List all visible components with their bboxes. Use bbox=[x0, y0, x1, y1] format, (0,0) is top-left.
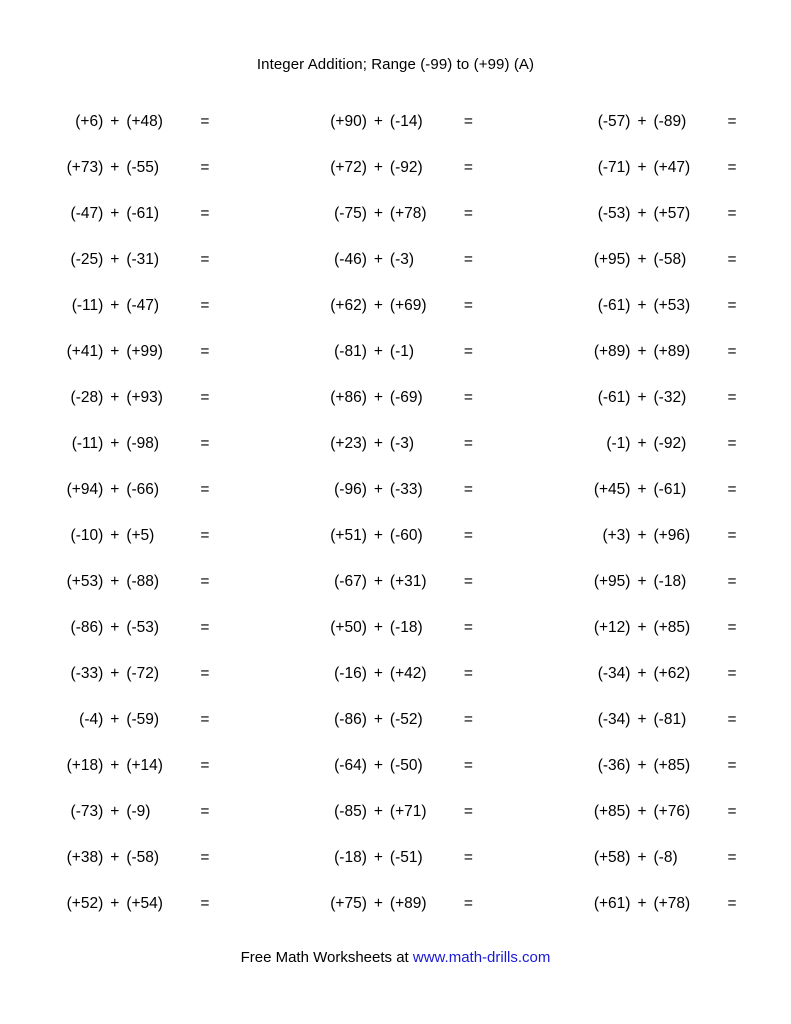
equals-sign: = bbox=[463, 159, 473, 176]
equals-sign: = bbox=[727, 803, 737, 820]
equals-sign: = bbox=[727, 481, 737, 498]
plus-operator: + bbox=[373, 113, 383, 130]
operand-right: (+85) bbox=[653, 757, 691, 774]
footer bbox=[0, 949, 791, 966]
plus-operator: + bbox=[110, 849, 120, 866]
operand-left: (+6) bbox=[75, 113, 104, 130]
problem-item bbox=[0, 251, 264, 269]
plus-operator: + bbox=[110, 113, 120, 130]
problem-item bbox=[0, 849, 264, 867]
problem-row bbox=[0, 237, 791, 283]
operand-right: (-69) bbox=[389, 389, 423, 406]
problem-item bbox=[527, 205, 791, 223]
operand-right: (+57) bbox=[653, 205, 691, 222]
equals-sign: = bbox=[727, 665, 737, 682]
equals-sign: = bbox=[200, 849, 210, 866]
equals-sign: = bbox=[200, 573, 210, 590]
plus-operator: + bbox=[110, 159, 120, 176]
operand-left: (+38) bbox=[66, 849, 104, 866]
operand-left: (-71) bbox=[597, 159, 631, 176]
operand-right: (-59) bbox=[126, 711, 160, 728]
plus-operator: + bbox=[637, 619, 647, 636]
plus-operator: + bbox=[637, 757, 647, 774]
operand-right: (-3) bbox=[389, 435, 415, 452]
operand-right: (-53) bbox=[126, 619, 160, 636]
operand-right: (-81) bbox=[653, 711, 687, 728]
operand-left: (-81) bbox=[334, 343, 367, 360]
operand-right: (+47) bbox=[653, 159, 691, 176]
equals-sign: = bbox=[727, 389, 737, 406]
operand-left: (+50) bbox=[330, 619, 367, 636]
operand-left: (+52) bbox=[66, 895, 104, 912]
equals-sign: = bbox=[200, 481, 210, 498]
operand-left: (-47) bbox=[70, 205, 104, 222]
operand-right: (-1) bbox=[389, 343, 415, 360]
operand-left: (-53) bbox=[597, 205, 631, 222]
operand-left: (-28) bbox=[70, 389, 104, 406]
plus-operator: + bbox=[373, 527, 383, 544]
equals-sign: = bbox=[200, 297, 210, 314]
operand-left: (-86) bbox=[70, 619, 104, 636]
problem-item bbox=[0, 343, 264, 361]
operand-left: (-11) bbox=[71, 435, 104, 452]
equals-sign: = bbox=[727, 113, 737, 130]
problem-grid bbox=[0, 99, 791, 927]
operand-right: (-55) bbox=[126, 159, 160, 176]
equals-sign: = bbox=[200, 435, 210, 452]
operand-left: (+95) bbox=[593, 251, 631, 268]
operand-left: (+18) bbox=[66, 757, 104, 774]
plus-operator: + bbox=[637, 251, 647, 268]
operand-right: (-3) bbox=[389, 251, 415, 268]
problem-item bbox=[0, 159, 264, 177]
equals-sign: = bbox=[463, 665, 473, 682]
problem-item bbox=[527, 849, 791, 867]
equals-sign: = bbox=[200, 619, 210, 636]
operand-right: (-89) bbox=[653, 113, 687, 130]
operand-left: (+3) bbox=[602, 527, 631, 544]
problem-item bbox=[527, 803, 791, 821]
problem-item bbox=[0, 619, 264, 637]
operand-right: (-92) bbox=[389, 159, 423, 176]
plus-operator: + bbox=[637, 389, 647, 406]
problem-item bbox=[0, 435, 264, 453]
operand-left: (+61) bbox=[593, 895, 631, 912]
problem-row bbox=[0, 283, 791, 329]
problem-item bbox=[527, 297, 791, 315]
operand-right: (+99) bbox=[126, 343, 163, 360]
plus-operator: + bbox=[110, 711, 120, 728]
operand-left: (-86) bbox=[334, 711, 367, 728]
problem-item bbox=[527, 619, 791, 637]
operand-left: (+58) bbox=[593, 849, 631, 866]
problem-item bbox=[527, 711, 791, 729]
plus-operator: + bbox=[110, 757, 120, 774]
problem-item bbox=[0, 757, 264, 775]
operand-right: (-47) bbox=[126, 297, 160, 314]
problem-item bbox=[527, 159, 791, 177]
operand-right: (+5) bbox=[126, 527, 155, 544]
operand-left: (+72) bbox=[330, 159, 367, 176]
operand-right: (+78) bbox=[389, 205, 427, 222]
equals-sign: = bbox=[200, 113, 210, 130]
equals-sign: = bbox=[727, 435, 737, 452]
problem-item bbox=[0, 481, 264, 499]
equals-sign: = bbox=[200, 665, 210, 682]
plus-operator: + bbox=[110, 803, 120, 820]
operand-left: (-33) bbox=[70, 665, 104, 682]
plus-operator: + bbox=[373, 757, 383, 774]
operand-right: (+93) bbox=[126, 389, 163, 406]
operand-left: (-4) bbox=[79, 711, 104, 728]
operand-right: (-31) bbox=[126, 251, 160, 268]
operand-left: (-36) bbox=[597, 757, 631, 774]
operand-left: (-1) bbox=[606, 435, 631, 452]
equals-sign: = bbox=[463, 803, 473, 820]
problem-item bbox=[264, 711, 528, 729]
operand-right: (+71) bbox=[389, 803, 427, 820]
operand-left: (+45) bbox=[593, 481, 631, 498]
operand-left: (-16) bbox=[334, 665, 367, 682]
operand-right: (-66) bbox=[126, 481, 160, 498]
problem-row bbox=[0, 605, 791, 651]
operand-right: (+53) bbox=[653, 297, 691, 314]
operand-left: (+53) bbox=[66, 573, 104, 590]
plus-operator: + bbox=[637, 573, 647, 590]
equals-sign: = bbox=[727, 757, 737, 774]
equals-sign: = bbox=[463, 757, 473, 774]
problem-item bbox=[264, 803, 528, 821]
page-title: Integer Addition; Range (-99) to (+99) (A) bbox=[256, 56, 535, 73]
operand-left: (+89) bbox=[593, 343, 631, 360]
operand-right: (-58) bbox=[653, 251, 687, 268]
plus-operator: + bbox=[110, 895, 120, 912]
plus-operator: + bbox=[373, 573, 383, 590]
problem-item bbox=[0, 297, 264, 315]
plus-operator: + bbox=[373, 297, 383, 314]
equals-sign: = bbox=[463, 849, 473, 866]
operand-left: (-34) bbox=[597, 665, 631, 682]
problem-item bbox=[264, 849, 528, 867]
equals-sign: = bbox=[727, 527, 737, 544]
footer-text: Free Math Worksheets at bbox=[240, 949, 413, 966]
operand-right: (+89) bbox=[653, 343, 691, 360]
equals-sign: = bbox=[200, 527, 210, 544]
operand-right: (-18) bbox=[389, 619, 423, 636]
problem-row bbox=[0, 421, 791, 467]
problem-item bbox=[264, 619, 528, 637]
operand-right: (+76) bbox=[653, 803, 691, 820]
plus-operator: + bbox=[110, 527, 120, 544]
operand-right: (+85) bbox=[653, 619, 691, 636]
operand-left: (+73) bbox=[66, 159, 104, 176]
plus-operator: + bbox=[637, 297, 647, 314]
equals-sign: = bbox=[727, 849, 737, 866]
problem-row bbox=[0, 375, 791, 421]
equals-sign: = bbox=[463, 251, 473, 268]
plus-operator: + bbox=[637, 665, 647, 682]
problem-item bbox=[527, 343, 791, 361]
operand-right: (-61) bbox=[653, 481, 687, 498]
equals-sign: = bbox=[463, 895, 473, 912]
equals-sign: = bbox=[200, 159, 210, 176]
operand-left: (-96) bbox=[334, 481, 367, 498]
operand-left: (+41) bbox=[66, 343, 104, 360]
problem-item bbox=[527, 481, 791, 499]
operand-right: (+31) bbox=[389, 573, 427, 590]
operand-left: (-10) bbox=[70, 527, 104, 544]
plus-operator: + bbox=[637, 849, 647, 866]
problem-row bbox=[0, 559, 791, 605]
problem-row bbox=[0, 145, 791, 191]
plus-operator: + bbox=[637, 527, 647, 544]
problem-row bbox=[0, 467, 791, 513]
operand-right: (+48) bbox=[126, 113, 163, 130]
equals-sign: = bbox=[200, 757, 210, 774]
operand-left: (+12) bbox=[593, 619, 631, 636]
plus-operator: + bbox=[373, 849, 383, 866]
plus-operator: + bbox=[110, 573, 120, 590]
operand-left: (-73) bbox=[70, 803, 104, 820]
plus-operator: + bbox=[373, 711, 383, 728]
plus-operator: + bbox=[110, 435, 120, 452]
operand-right: (-8) bbox=[653, 849, 678, 866]
plus-operator: + bbox=[373, 159, 383, 176]
problem-item bbox=[0, 573, 264, 591]
problem-item bbox=[264, 481, 528, 499]
operand-right: (-92) bbox=[653, 435, 687, 452]
operand-left: (-61) bbox=[597, 297, 631, 314]
equals-sign: = bbox=[463, 711, 473, 728]
operand-left: (-34) bbox=[597, 711, 631, 728]
plus-operator: + bbox=[373, 803, 383, 820]
plus-operator: + bbox=[110, 389, 120, 406]
problem-row bbox=[0, 329, 791, 375]
operand-left: (+94) bbox=[66, 481, 104, 498]
problem-item bbox=[264, 895, 528, 913]
problem-item bbox=[264, 251, 528, 269]
operand-right: (+78) bbox=[653, 895, 691, 912]
problem-row bbox=[0, 697, 791, 743]
problem-item bbox=[264, 297, 528, 315]
operand-left: (+62) bbox=[330, 297, 367, 314]
plus-operator: + bbox=[110, 481, 120, 498]
operand-right: (-51) bbox=[389, 849, 423, 866]
footer-url[interactable]: www.math-drills.com bbox=[412, 949, 551, 966]
problem-item bbox=[264, 389, 528, 407]
equals-sign: = bbox=[463, 205, 473, 222]
equals-sign: = bbox=[727, 159, 737, 176]
problem-row bbox=[0, 191, 791, 237]
operand-left: (-85) bbox=[334, 803, 367, 820]
plus-operator: + bbox=[110, 343, 120, 360]
plus-operator: + bbox=[637, 895, 647, 912]
operand-left: (+90) bbox=[330, 113, 367, 130]
operand-left: (-11) bbox=[71, 297, 104, 314]
problem-item bbox=[527, 527, 791, 545]
plus-operator: + bbox=[637, 803, 647, 820]
operand-right: (-32) bbox=[653, 389, 687, 406]
problem-item bbox=[0, 895, 264, 913]
problem-row bbox=[0, 743, 791, 789]
problem-item bbox=[0, 527, 264, 545]
plus-operator: + bbox=[373, 665, 383, 682]
problem-item bbox=[264, 573, 528, 591]
equals-sign: = bbox=[727, 343, 737, 360]
problem-item bbox=[0, 803, 264, 821]
plus-operator: + bbox=[637, 205, 647, 222]
problem-item bbox=[527, 895, 791, 913]
operand-left: (+95) bbox=[593, 573, 631, 590]
problem-row bbox=[0, 513, 791, 559]
operand-right: (+89) bbox=[389, 895, 427, 912]
problem-row bbox=[0, 651, 791, 697]
problem-item bbox=[264, 757, 528, 775]
problem-item bbox=[527, 389, 791, 407]
operand-left: (-75) bbox=[334, 205, 367, 222]
operand-right: (-88) bbox=[126, 573, 160, 590]
equals-sign: = bbox=[200, 711, 210, 728]
equals-sign: = bbox=[463, 435, 473, 452]
problem-item bbox=[527, 573, 791, 591]
plus-operator: + bbox=[637, 159, 647, 176]
operand-left: (+86) bbox=[330, 389, 367, 406]
problem-item bbox=[0, 205, 264, 223]
plus-operator: + bbox=[373, 619, 383, 636]
equals-sign: = bbox=[200, 895, 210, 912]
plus-operator: + bbox=[110, 205, 120, 222]
problem-item bbox=[264, 343, 528, 361]
problem-item bbox=[527, 665, 791, 683]
problem-row bbox=[0, 835, 791, 881]
equals-sign: = bbox=[200, 389, 210, 406]
operand-left: (+51) bbox=[330, 527, 367, 544]
plus-operator: + bbox=[637, 343, 647, 360]
equals-sign: = bbox=[727, 619, 737, 636]
equals-sign: = bbox=[727, 205, 737, 222]
problem-item bbox=[264, 527, 528, 545]
equals-sign: = bbox=[463, 389, 473, 406]
equals-sign: = bbox=[463, 297, 473, 314]
operand-right: (-50) bbox=[389, 757, 423, 774]
operand-left: (-64) bbox=[334, 757, 367, 774]
plus-operator: + bbox=[110, 297, 120, 314]
equals-sign: = bbox=[463, 619, 473, 636]
operand-right: (+54) bbox=[126, 895, 163, 912]
operand-left: (+23) bbox=[330, 435, 367, 452]
operand-right: (+14) bbox=[126, 757, 163, 774]
problem-row bbox=[0, 99, 791, 145]
equals-sign: = bbox=[727, 895, 737, 912]
plus-operator: + bbox=[637, 435, 647, 452]
operand-right: (-72) bbox=[126, 665, 160, 682]
operand-right: (-61) bbox=[126, 205, 160, 222]
plus-operator: + bbox=[373, 895, 383, 912]
equals-sign: = bbox=[463, 481, 473, 498]
problem-row bbox=[0, 789, 791, 835]
operand-right: (+62) bbox=[653, 665, 691, 682]
operand-left: (+75) bbox=[330, 895, 367, 912]
operand-right: (-18) bbox=[653, 573, 687, 590]
plus-operator: + bbox=[637, 113, 647, 130]
operand-right: (+69) bbox=[389, 297, 427, 314]
problem-item bbox=[0, 113, 264, 131]
equals-sign: = bbox=[727, 711, 737, 728]
plus-operator: + bbox=[373, 481, 383, 498]
operand-right: (+96) bbox=[653, 527, 691, 544]
equals-sign: = bbox=[200, 803, 210, 820]
operand-right: (-58) bbox=[126, 849, 160, 866]
equals-sign: = bbox=[463, 113, 473, 130]
operand-left: (-61) bbox=[597, 389, 631, 406]
equals-sign: = bbox=[463, 343, 473, 360]
plus-operator: + bbox=[637, 711, 647, 728]
operand-left: (-18) bbox=[334, 849, 367, 866]
problem-item bbox=[527, 251, 791, 269]
plus-operator: + bbox=[110, 665, 120, 682]
operand-right: (+42) bbox=[389, 665, 427, 682]
plus-operator: + bbox=[110, 619, 120, 636]
problem-item bbox=[0, 665, 264, 683]
problem-item bbox=[527, 757, 791, 775]
equals-sign: = bbox=[727, 297, 737, 314]
operand-left: (-57) bbox=[597, 113, 631, 130]
problem-item bbox=[264, 435, 528, 453]
problem-item bbox=[264, 665, 528, 683]
operand-right: (-60) bbox=[389, 527, 423, 544]
operand-left: (-67) bbox=[334, 573, 367, 590]
operand-left: (-25) bbox=[70, 251, 104, 268]
operand-right: (-52) bbox=[389, 711, 423, 728]
problem-item bbox=[264, 205, 528, 223]
operand-left: (-46) bbox=[334, 251, 367, 268]
plus-operator: + bbox=[373, 251, 383, 268]
operand-right: (-14) bbox=[389, 113, 423, 130]
equals-sign: = bbox=[727, 251, 737, 268]
plus-operator: + bbox=[373, 343, 383, 360]
operand-right: (-98) bbox=[126, 435, 160, 452]
equals-sign: = bbox=[463, 573, 473, 590]
equals-sign: = bbox=[727, 573, 737, 590]
problem-item bbox=[264, 113, 528, 131]
problem-item bbox=[527, 113, 791, 131]
problem-row bbox=[0, 881, 791, 927]
operand-left: (+85) bbox=[593, 803, 631, 820]
operand-right: (-9) bbox=[126, 803, 151, 820]
problem-item bbox=[527, 435, 791, 453]
operand-right: (-33) bbox=[389, 481, 423, 498]
equals-sign: = bbox=[200, 205, 210, 222]
problem-item bbox=[0, 711, 264, 729]
equals-sign: = bbox=[463, 527, 473, 544]
problem-item bbox=[0, 389, 264, 407]
plus-operator: + bbox=[373, 205, 383, 222]
problem-item bbox=[264, 159, 528, 177]
plus-operator: + bbox=[373, 435, 383, 452]
plus-operator: + bbox=[637, 481, 647, 498]
equals-sign: = bbox=[200, 343, 210, 360]
plus-operator: + bbox=[373, 389, 383, 406]
plus-operator: + bbox=[110, 251, 120, 268]
equals-sign: = bbox=[200, 251, 210, 268]
